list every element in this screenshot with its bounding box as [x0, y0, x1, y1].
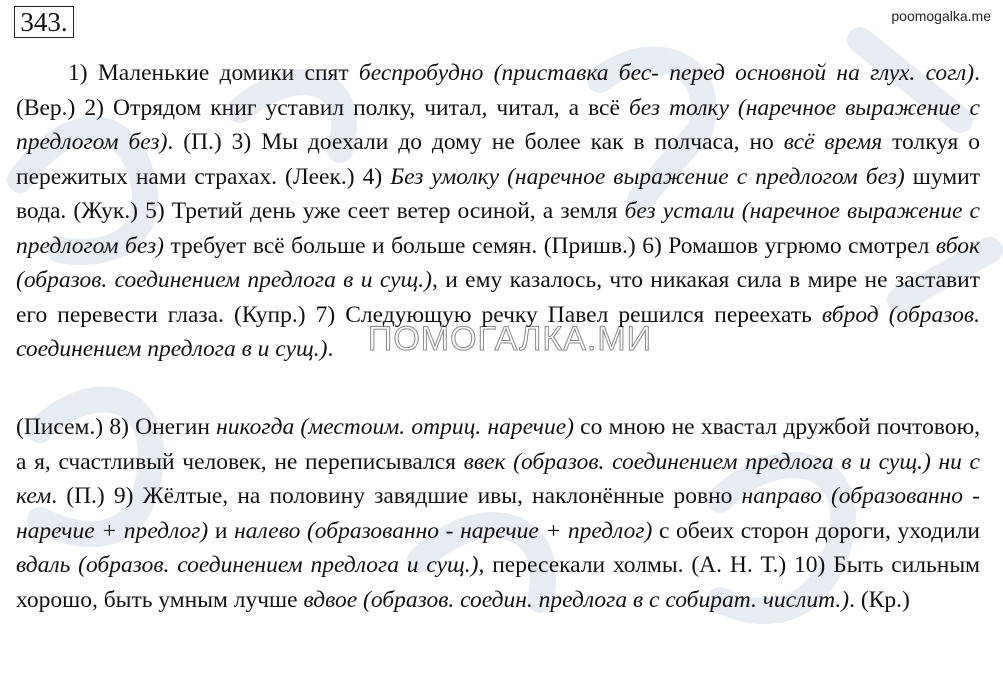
- text-run: шумит вода. (Жук.) 5) Третий день уже сеет ветер осиной, а земля: [16, 163, 980, 224]
- text-run: и: [208, 517, 235, 544]
- answer-paragraph-2: [16, 410, 980, 617]
- italic-annotation: вброд (образов. соединением предлога в и сущ.): [16, 301, 980, 362]
- text-run: . (П.) 3) Мы доехали до дому не более как в полчаса, но: [167, 129, 784, 155]
- text-run: , пересекали холмы. (А. Н. Т.) 10) Быть сильным хорошо, быть умным лучше: [16, 552, 980, 613]
- text-run: , и ему казалось, что никакая сила в мире не заставит его перевести глаза. (Купр.) 7) Следующую речку Павел решился переехать: [16, 267, 980, 328]
- text-run: .: [327, 336, 334, 362]
- text-run: с обеих сторон дороги, уходили: [652, 517, 980, 544]
- italic-annotation: вдвое (образов. соедин. предлога в с собират. числит.): [303, 586, 850, 613]
- answer-paragraph-1: [16, 56, 980, 367]
- italic-annotation: без устали (наречное выражение с предлогом без): [16, 198, 980, 259]
- text-run: . (П.) 9) Жёлтые, на половину завядшие ивы, наклонённые ровно: [51, 483, 742, 509]
- text-run: требует всё больше и больше семян. (Пришв.) 6) Ромашов угрюмо смотрел: [163, 232, 936, 259]
- italic-annotation: направо (образованно - наречие + предлог): [16, 483, 980, 544]
- italic-annotation: всё время: [783, 129, 883, 155]
- italic-annotation: налево (образованно - наречие + предлог): [234, 517, 653, 544]
- text-run: . (Кр.): [849, 586, 910, 613]
- italic-annotation: Без умолку (наречное выражение с предлогом без): [390, 163, 905, 190]
- exercise-number: 343.: [14, 6, 74, 38]
- site-watermark: poomogalka.me: [891, 8, 991, 24]
- italic-annotation: вдаль (образов. соединением предлога и сущ.): [16, 552, 479, 578]
- italic-annotation: беспробудно (приставка бес- перед основной на глух. согл): [358, 60, 975, 86]
- italic-annotation: никогда (местоим. отриц. наречие): [216, 414, 574, 440]
- italic-annotation: без толку (наречное выражение с предлогом без): [16, 94, 980, 155]
- text-run: 1) Маленькие домики спят: [68, 60, 359, 86]
- text-run: . (Вер.) 2) Отрядом книг уставил полку, читал, читал, а всё: [16, 60, 980, 121]
- text-run: (Писем.) 8) Онегин: [16, 414, 217, 440]
- italic-annotation: вбок (образов. соединением предлога в и сущ.): [16, 232, 980, 293]
- text-run: толкуя о пережитых нами страхах. (Леек.) 4): [16, 129, 980, 190]
- center-watermark: ПОМОГАЛКА.МИ: [367, 320, 653, 358]
- text-run: со мною не хвастал дружбой почтовою, а я, счастливый человек, не переписывался: [16, 414, 981, 475]
- italic-annotation: ввек (образов. соединением предлога в и сущ.) ни с кем: [16, 448, 980, 509]
